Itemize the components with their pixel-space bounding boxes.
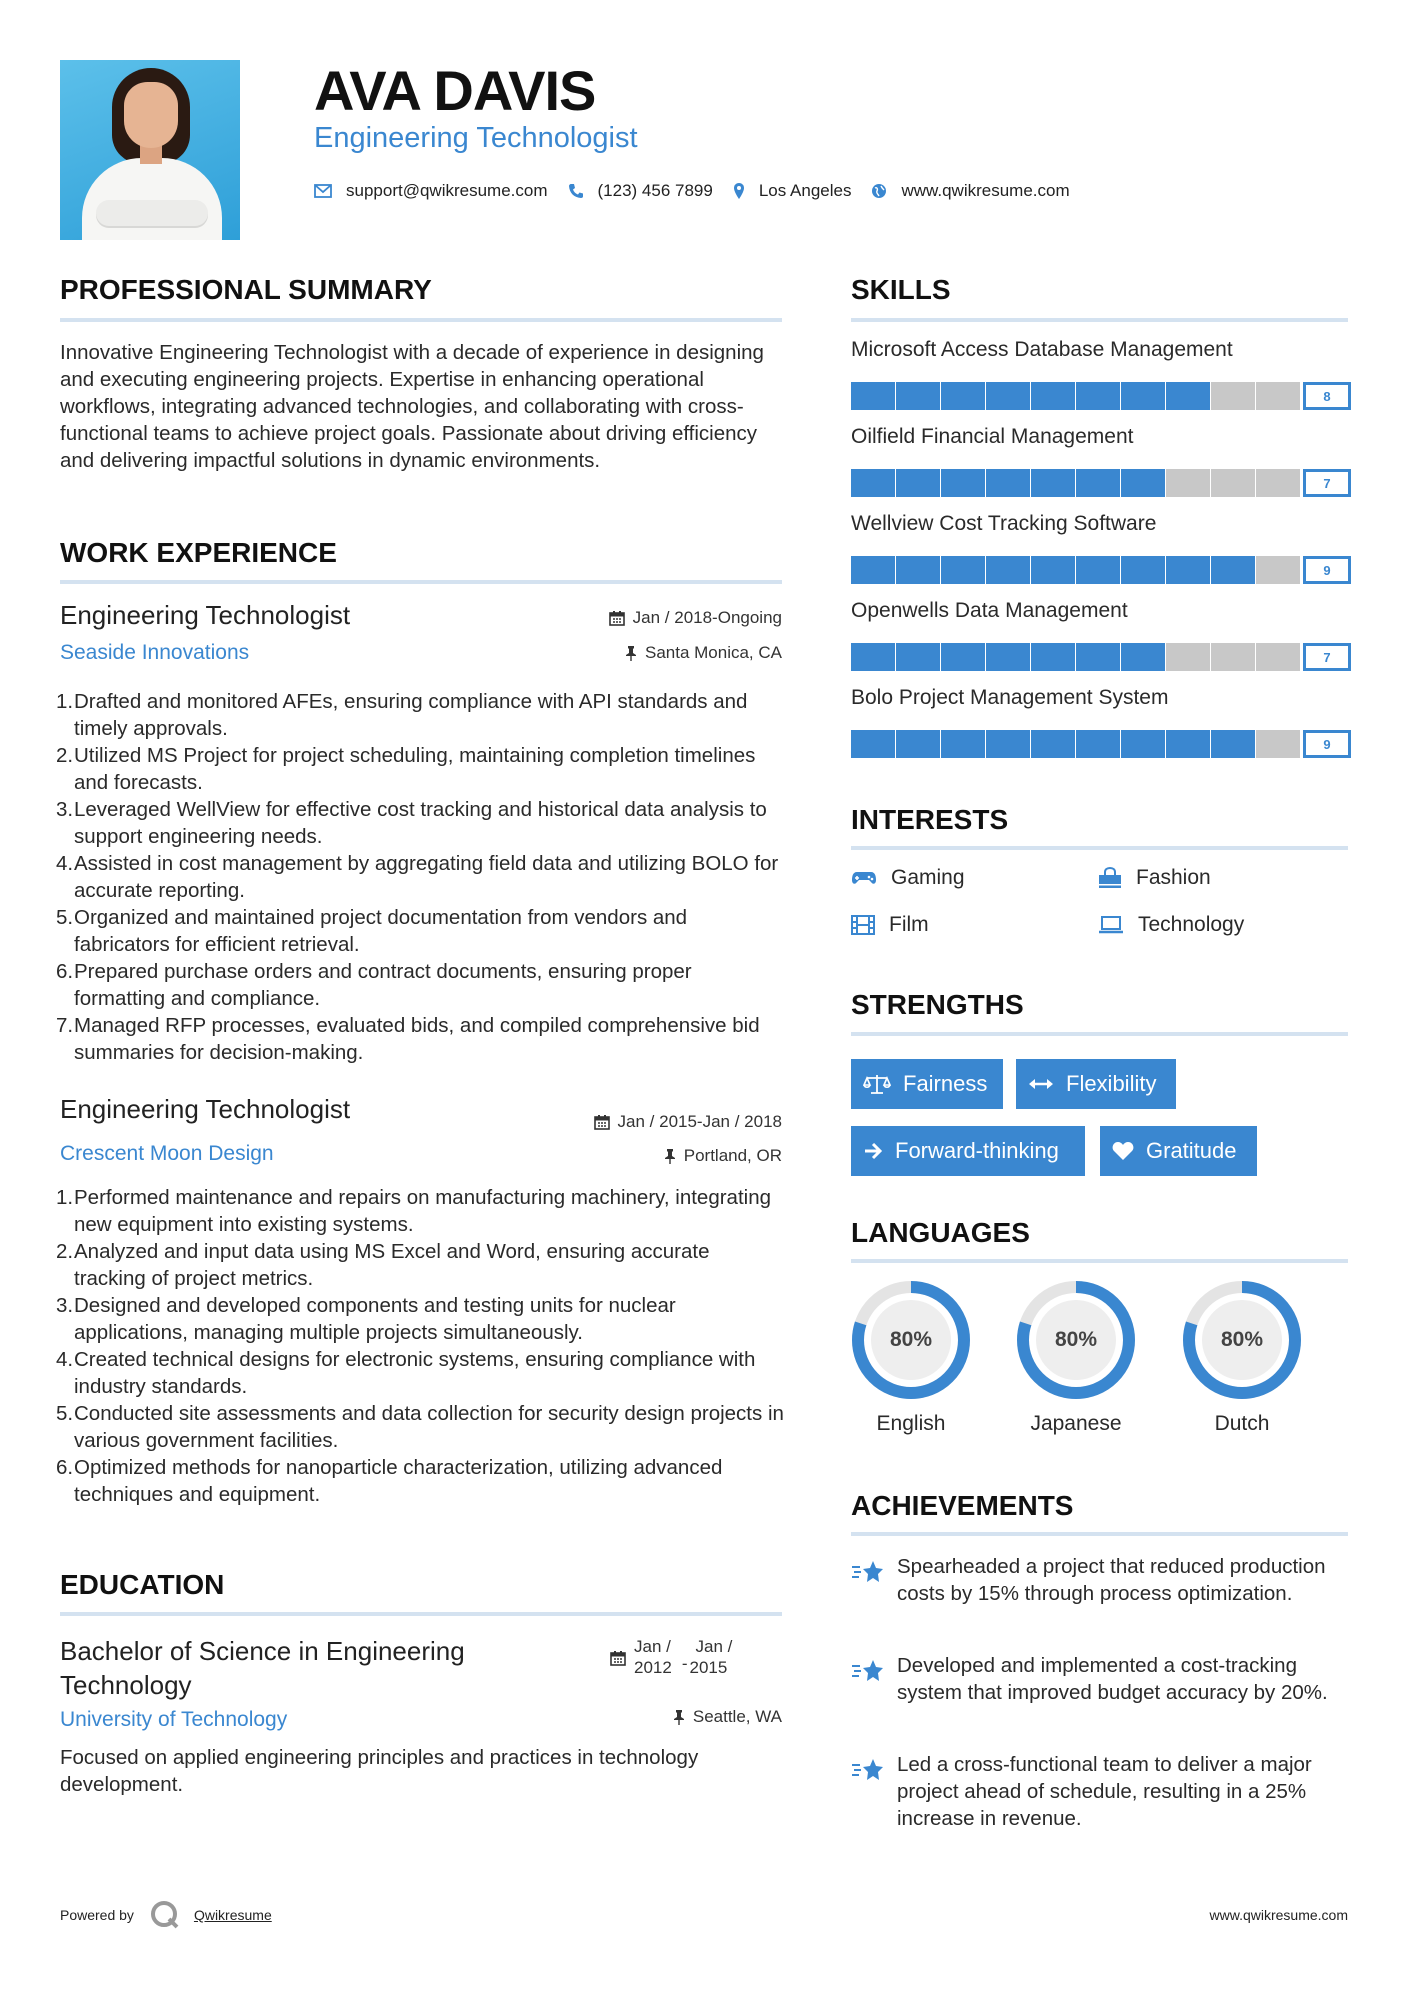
- list-item: 4. Assisted in cost management by aggregating field data and utilizing BOLO for accurate reporting.: [56, 852, 779, 902]
- language-name: Japanese: [1030, 1412, 1122, 1435]
- languages-divider: [851, 1259, 1348, 1263]
- skill-bar-segment: [1166, 643, 1210, 671]
- education-text: Focused on applied engineering principles and practices in technology development.: [60, 1746, 699, 1796]
- language-percent: 80%: [1220, 1328, 1264, 1351]
- skill-bar: [851, 468, 1351, 498]
- interest-technology: Technology: [1098, 913, 1244, 937]
- job-1-location: [480, 643, 782, 663]
- job-1-dates: [480, 608, 782, 628]
- job-1-bullets: [56, 688, 786, 1066]
- skill-bar-segment: [1211, 556, 1255, 584]
- calendar-icon: [594, 1114, 610, 1130]
- job-2-company: Crescent Moon Design: [60, 1142, 274, 1165]
- summary-divider: [60, 318, 782, 322]
- education-location: [480, 1707, 782, 1727]
- skill-bar-segment: [896, 730, 940, 758]
- contact-website[interactable]: [871, 181, 1069, 201]
- heart-icon: [1112, 1141, 1134, 1161]
- strength-forward-thinking: Forward-thinking: [851, 1126, 1085, 1176]
- education-location-text: Seattle, WA: [692, 1707, 782, 1726]
- map-marker-icon: [733, 182, 745, 200]
- profile-photo: [60, 60, 240, 240]
- job-1-company: Seaside Innovations: [60, 641, 250, 664]
- interest-film: Film: [851, 913, 929, 937]
- skill-bar-segment: [1256, 469, 1300, 497]
- skill-name: Bolo Project Management System: [851, 686, 1169, 709]
- film-icon: [851, 915, 875, 935]
- skill-level-badge: 8: [1303, 382, 1351, 410]
- gamepad-icon: [851, 870, 877, 886]
- job-1-title: Engineering Technologist: [60, 600, 351, 630]
- list-item: 6. Optimized methods for nanoparticle characterization, utilizing advanced techniques and equipment.: [56, 1456, 723, 1506]
- skill-bar-segment: [1031, 643, 1075, 671]
- skill-bar-segment: [941, 556, 985, 584]
- skill-bar-segment: [1211, 469, 1255, 497]
- list-item: 1. Drafted and monitored AFEs, ensuring compliance with API standards and timely approvals.: [56, 690, 748, 740]
- shooting-star-icon: [851, 1559, 885, 1585]
- skill-bar-segment: [1076, 556, 1120, 584]
- strengths-heading: STRENGTHS: [851, 989, 1024, 1020]
- contact-website-text: www.qwikresume.com: [901, 181, 1070, 200]
- skill-bar-segment: [1256, 382, 1300, 410]
- job-2-bullets: [56, 1184, 786, 1508]
- skill-bar-segment: [851, 730, 895, 758]
- skill-bar: [851, 729, 1351, 759]
- list-item: 5. Organized and maintained project documentation from vendors and fabricators for efficient retrieval.: [56, 906, 688, 956]
- skill-bar-segment: [941, 730, 985, 758]
- calendar-icon: [610, 1650, 626, 1666]
- skill-level-badge: 7: [1303, 643, 1351, 671]
- skill-level-badge: 7: [1303, 469, 1351, 497]
- arrows-horizontal-icon: [1028, 1077, 1054, 1091]
- summary-text: Innovative Engineering Technologist with a decade of experience in designing and executing engineering projects. Expertise in enhancing operational workflows, integrating advanced technologies, and collaborating with cross-functional teams to achieve project goals. Passionate about driving efficiency and delivering impactful solutions in dynamic environments.: [60, 341, 764, 472]
- language-name: English: [876, 1412, 946, 1435]
- skill-bar-segment: [851, 469, 895, 497]
- contact-phone[interactable]: [568, 181, 713, 201]
- job-1-location-text: Santa Monica, CA: [644, 643, 782, 662]
- list-item: 3. Designed and developed components and testing units for nuclear applications, managing multiple projects simultaneously.: [56, 1294, 676, 1344]
- list-item: 1. Performed maintenance and repairs on manufacturing machinery, integrating new equipment into existing systems.: [56, 1186, 771, 1236]
- list-item: 2. Utilized MS Project for project scheduling, maintaining completion timelines and forecasts.: [56, 744, 756, 794]
- skill-bar-segment: [1166, 469, 1210, 497]
- skill-bar-segment: [1211, 730, 1255, 758]
- skill-bar-segment: [1121, 382, 1165, 410]
- envelope-icon: [314, 184, 332, 198]
- contact-location-text: Los Angeles: [758, 181, 852, 200]
- achievement-1: Spearheaded a project that reduced production costs by 15% through process optimization.: [851, 1553, 1348, 1607]
- pin-icon: [625, 645, 637, 661]
- skill-bar-segment: [1031, 382, 1075, 410]
- skill-bar: [851, 642, 1351, 672]
- pin-icon: [673, 1709, 685, 1725]
- skill-name: Openwells Data Management: [851, 599, 1128, 622]
- skill-bar-segment: [1031, 730, 1075, 758]
- laptop-icon: [1098, 916, 1124, 934]
- degree-line-2: Technology: [60, 1670, 192, 1700]
- job-2-location-text: Portland, OR: [683, 1146, 782, 1165]
- shopping-bag-icon: [1098, 867, 1122, 889]
- achievement-2: Developed and implemented a cost-tracking system that improved budget accuracy by 20%.: [851, 1652, 1348, 1706]
- contact-email[interactable]: [314, 181, 548, 201]
- arrow-right-icon: [863, 1141, 883, 1161]
- achievements-divider: [851, 1532, 1348, 1536]
- language-item: [1180, 1278, 1304, 1436]
- strength-gratitude: Gratitude: [1100, 1126, 1257, 1176]
- skill-bar-segment: [1256, 730, 1300, 758]
- list-item: 6. Prepared purchase orders and contract documents, ensuring proper formatting and compliance.: [56, 960, 692, 1010]
- shooting-star-icon: [851, 1658, 885, 1684]
- skills-heading: SKILLS: [851, 274, 951, 305]
- skill-bar-segment: [1076, 382, 1120, 410]
- skill-bar-segment: [986, 556, 1030, 584]
- degree-line-1: Bachelor of Science in Engineering: [60, 1636, 465, 1666]
- skill-bar-segment: [1031, 556, 1075, 584]
- skill-bar-segment: [986, 382, 1030, 410]
- skill-bar-segment: [986, 730, 1030, 758]
- contact-bar: [314, 178, 1090, 204]
- skills-divider: [851, 318, 1348, 322]
- degree-title: [60, 1634, 465, 1702]
- contact-location: [733, 181, 852, 201]
- skill-bar-segment: [941, 382, 985, 410]
- interests-heading: INTERESTS: [851, 804, 1009, 835]
- skill-name: Wellview Cost Tracking Software: [851, 512, 1157, 535]
- skill-bar: [851, 381, 1351, 411]
- skill-bar-segment: [896, 643, 940, 671]
- skill-bar-segment: [896, 382, 940, 410]
- skill-bar-segment: [851, 556, 895, 584]
- shooting-star-icon: [851, 1757, 885, 1783]
- contact-phone-text: (123) 456 7899: [597, 181, 713, 200]
- skill-level-badge: 9: [1303, 556, 1351, 584]
- interest-fashion: Fashion: [1098, 866, 1211, 890]
- skill-bar-segment: [1256, 556, 1300, 584]
- school-name: University of Technology: [60, 1708, 288, 1731]
- education-heading: EDUCATION: [60, 1569, 225, 1600]
- job-2-dates: [480, 1112, 782, 1132]
- list-item: 5. Conducted site assessments and data collection for security design projects in various government facilities.: [56, 1402, 784, 1452]
- job-2-location: [480, 1146, 782, 1166]
- skill-bar-segment: [1031, 469, 1075, 497]
- skill-bar-segment: [896, 556, 940, 584]
- list-item: 4. Created technical designs for electronic systems, ensuring compliance with industry standards.: [56, 1348, 756, 1398]
- pin-icon: [664, 1148, 676, 1164]
- interests-divider: [851, 846, 1348, 850]
- skill-bar-segment: [1121, 556, 1165, 584]
- language-name: Dutch: [1214, 1412, 1270, 1435]
- language-item: [1014, 1278, 1138, 1436]
- candidate-name: AVA DAVIS: [314, 59, 596, 122]
- phone-icon: [568, 183, 584, 199]
- job-2-dates-text: Jan / 2015-Jan / 2018: [617, 1112, 782, 1131]
- education-divider: [60, 1612, 782, 1616]
- balance-scale-icon: [863, 1073, 891, 1095]
- skill-bar-segment: [1211, 643, 1255, 671]
- contact-email-text: support@qwikresume.com: [346, 181, 548, 200]
- skill-name: Microsoft Access Database Management: [851, 338, 1233, 361]
- skill-bar-segment: [1166, 382, 1210, 410]
- skill-level-badge: 9: [1303, 730, 1351, 758]
- skill-bar-segment: [1076, 730, 1120, 758]
- skill-bar-segment: [1121, 730, 1165, 758]
- list-item: 7. Managed RFP processes, evaluated bids, and compiled comprehensive bid summaries for decision-making.: [56, 1014, 760, 1064]
- skill-bar-segment: [986, 469, 1030, 497]
- skill-bar-segment: [1076, 643, 1120, 671]
- skill-bar-segment: [1121, 643, 1165, 671]
- skill-bar-segment: [941, 643, 985, 671]
- calendar-icon: [609, 610, 625, 626]
- strength-fairness: Fairness: [851, 1059, 1003, 1109]
- list-item: 3. Leveraged WellView for effective cost tracking and historical data analysis to support engineering needs.: [56, 798, 767, 848]
- skill-bar-segment: [1121, 469, 1165, 497]
- experience-heading: WORK EXPERIENCE: [60, 537, 337, 568]
- skill-bar-segment: [986, 643, 1030, 671]
- interest-gaming: Gaming: [851, 866, 965, 890]
- job-2-title: Engineering Technologist: [60, 1094, 351, 1124]
- skill-bar-segment: [1256, 643, 1300, 671]
- skill-name: Oilfield Financial Management: [851, 425, 1134, 448]
- skill-bar-segment: [896, 469, 940, 497]
- skill-bar: [851, 555, 1351, 585]
- skill-bar-segment: [1166, 556, 1210, 584]
- footer-website[interactable]: www.qwikresume.com: [1209, 1907, 1348, 1923]
- language-item: [849, 1278, 973, 1436]
- job-1-dates-text: Jan / 2018-Ongoing: [632, 608, 782, 627]
- skill-bar-segment: [1211, 382, 1255, 410]
- language-percent: 80%: [889, 1328, 933, 1351]
- footer-brand-link[interactable]: Qwikresume: [193, 1907, 272, 1923]
- achievements-heading: ACHIEVEMENTS: [851, 1490, 1074, 1521]
- skill-bar-segment: [851, 643, 895, 671]
- skill-bar-segment: [1076, 469, 1120, 497]
- skill-bar-segment: [1166, 730, 1210, 758]
- globe-icon: [871, 183, 887, 199]
- skill-bar-segment: [941, 469, 985, 497]
- experience-divider: [60, 580, 782, 584]
- languages-heading: LANGUAGES: [851, 1217, 1030, 1248]
- achievement-3: Led a cross-functional team to deliver a major project ahead of schedule, resulting in a 25% increase in revenue.: [851, 1751, 1348, 1832]
- strength-flexibility: Flexibility: [1016, 1059, 1176, 1109]
- list-item: 2. Analyzed and input data using MS Excel and Word, ensuring accurate tracking of project metrics.: [56, 1240, 710, 1290]
- language-percent: 80%: [1054, 1328, 1098, 1351]
- candidate-title: Engineering Technologist: [314, 122, 638, 154]
- education-dates: Jan / 2012 - Jan / 2015: [610, 1636, 732, 1678]
- skill-bar-segment: [851, 382, 895, 410]
- footer-powered-by: Powered by Qwikresume: [60, 1900, 272, 1930]
- summary-heading: PROFESSIONAL SUMMARY: [60, 274, 432, 305]
- strengths-divider: [851, 1032, 1348, 1036]
- qwikresume-logo-icon: [150, 1900, 180, 1930]
